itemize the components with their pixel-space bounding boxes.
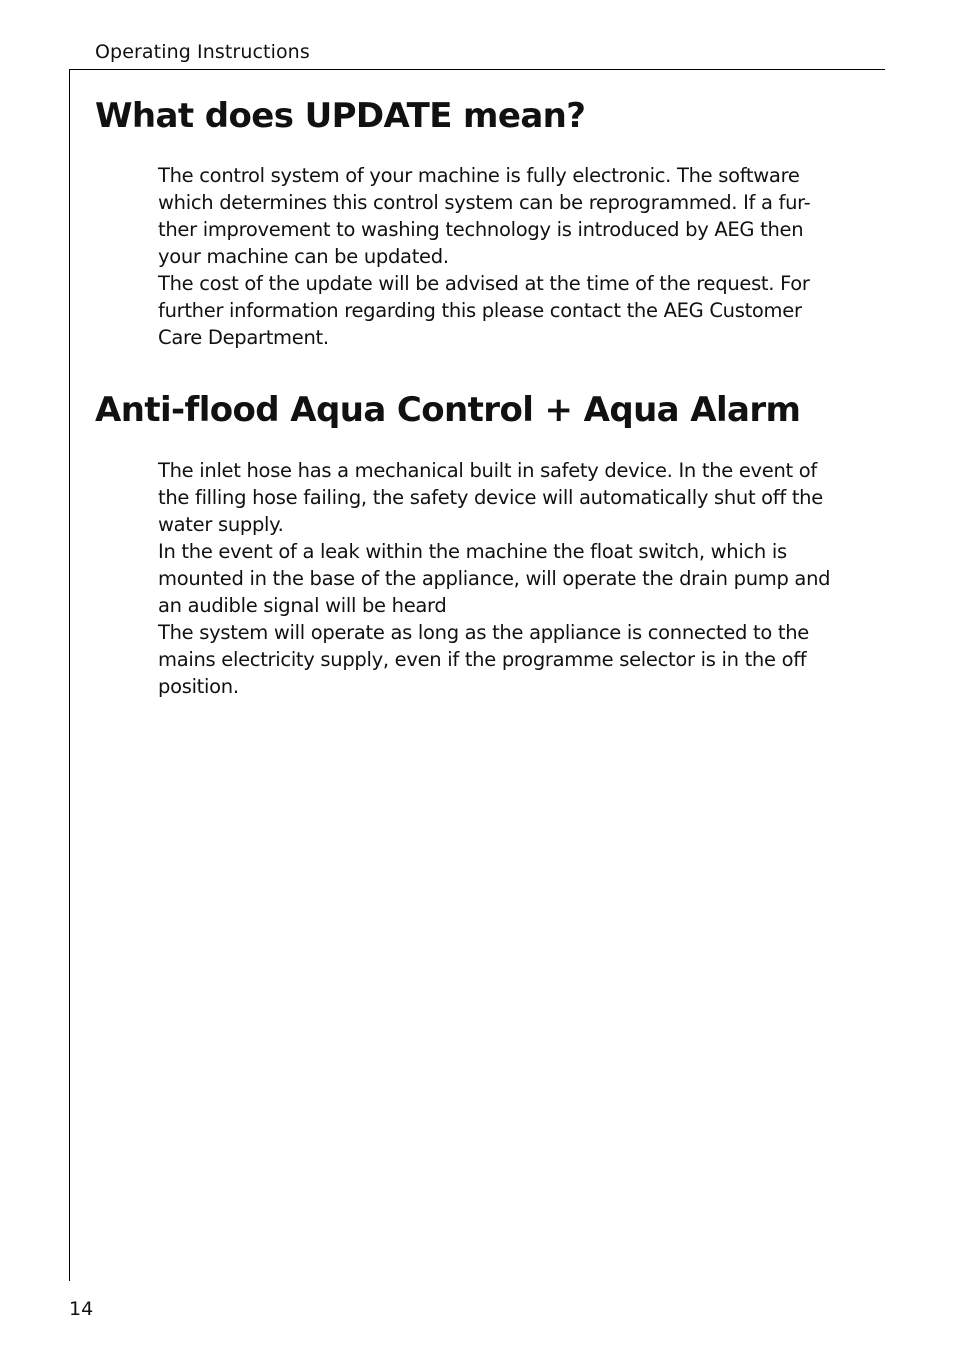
body-line: mains electricity supply, even if the programme selector is in the off [158, 648, 807, 671]
body-line: an audible signal will be heard [158, 594, 447, 617]
body-line: ther improvement to washing technology is introduced by AEG then [158, 218, 804, 241]
body-line: your machine can be updated. [158, 245, 449, 268]
section-heading-update: What does UPDATE mean? [95, 96, 586, 136]
section-body-update [158, 162, 858, 351]
body-line: further information regarding this please contact the AEG Customer [158, 299, 802, 322]
section-body-anti-flood [158, 457, 858, 700]
body-line: In the event of a leak within the machine the float switch, which is [158, 540, 787, 563]
section-heading-anti-flood: Anti-flood Aqua Control + Aqua Alarm [95, 390, 801, 430]
body-line: The control system of your machine is fully electronic. The software [158, 164, 800, 187]
body-line: which determines this control system can be reprogrammed. If a fur- [158, 191, 811, 214]
page-number: 14 [69, 1298, 94, 1320]
body-line: the filling hose failing, the safety device will automatically shut off the [158, 486, 823, 509]
running-header: Operating Instructions [95, 41, 310, 63]
body-line: mounted in the base of the appliance, will operate the drain pump and [158, 567, 831, 590]
margin-rule [69, 69, 70, 1281]
body-line: water supply. [158, 513, 284, 536]
body-line: position. [158, 675, 239, 698]
body-line: The system will operate as long as the appliance is connected to the [158, 621, 809, 644]
body-line: The inlet hose has a mechanical built in safety device. In the event of [158, 459, 817, 482]
body-line: Care Department. [158, 326, 329, 349]
body-line: The cost of the update will be advised at the time of the request. For [158, 272, 810, 295]
header-rule [69, 69, 885, 70]
